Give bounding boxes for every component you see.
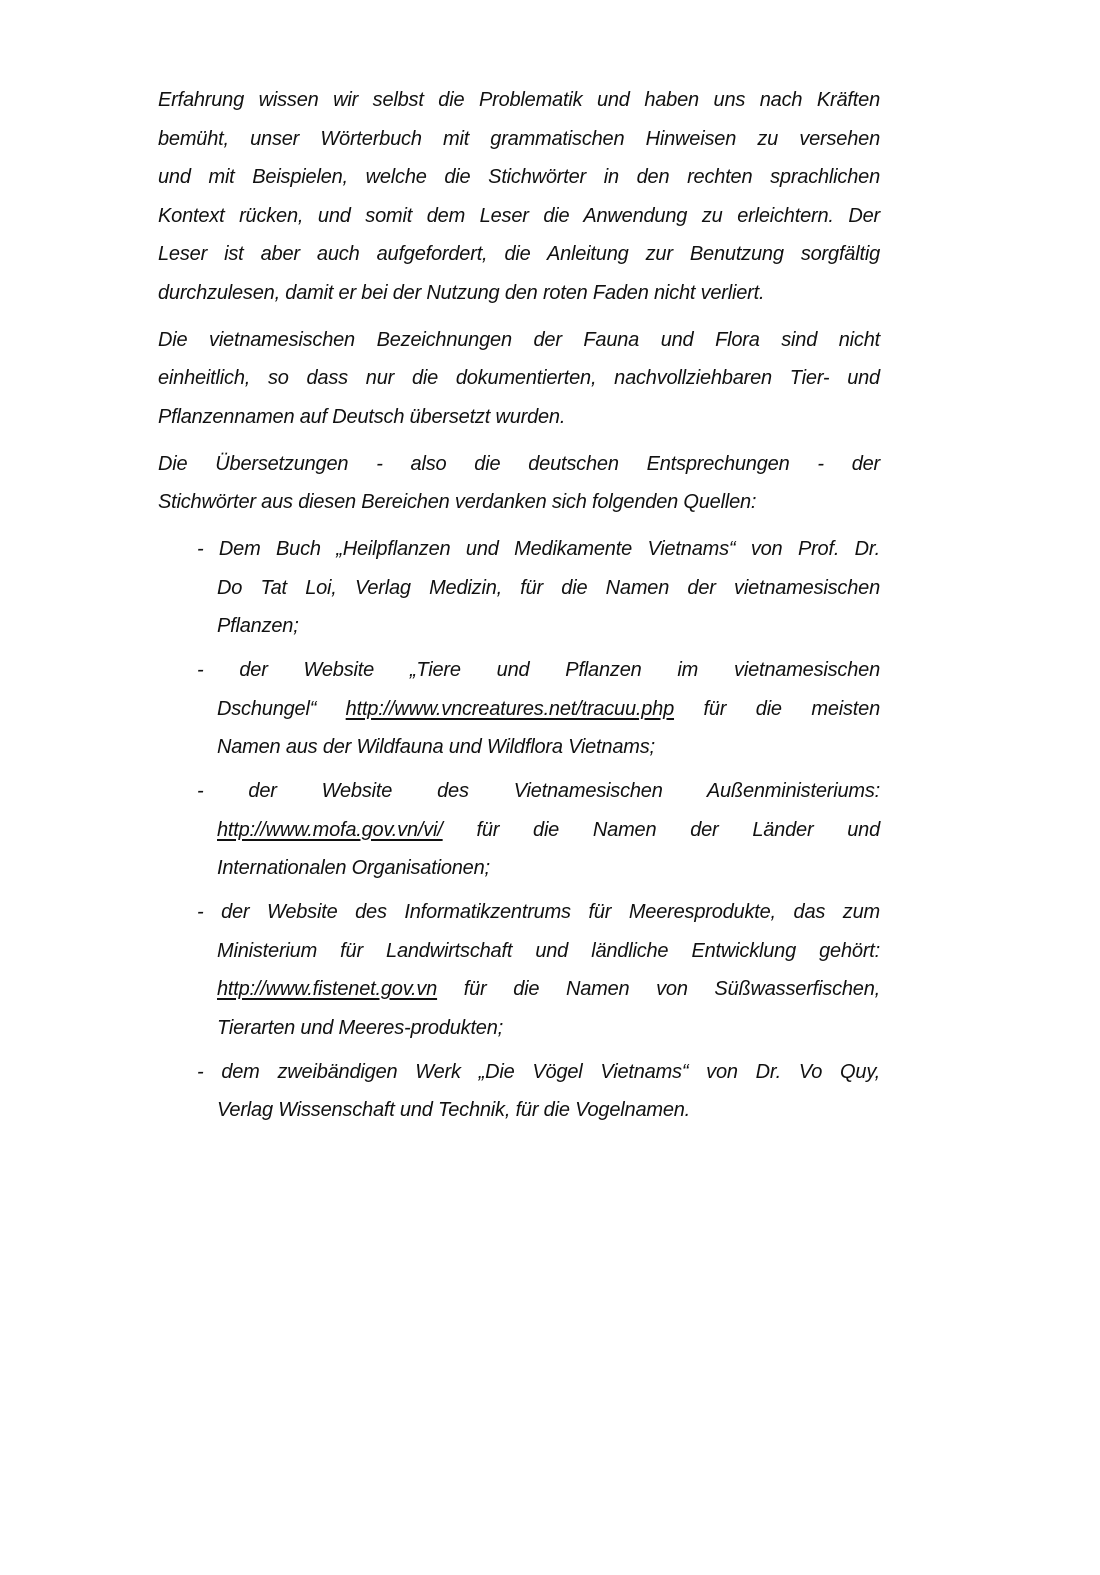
text-line xyxy=(197,651,880,690)
text-segment: bemüht, unser Wörterbuch mit grammatischen Hinweisen zu versehen xyxy=(158,127,880,150)
text-line xyxy=(197,530,880,569)
url-link[interactable]: http://www.mofa.gov.vn/vi/ xyxy=(217,818,443,841)
text-segment: für die meisten xyxy=(674,697,880,720)
text-segment: Namen aus der Wildfauna und Wildflora Vietnams; xyxy=(217,736,655,758)
text-line xyxy=(197,1053,880,1092)
text-segment: Erfahrung wissen wir selbst die Problematik und haben uns nach Kräften xyxy=(158,89,880,111)
text-segment: - dem zweibändigen Werk „Die Vögel Vietnams“ von Dr. Vo Quy, xyxy=(197,1060,880,1083)
text-segment: Pflanzen; xyxy=(217,615,299,637)
text-segment: für die Namen der Länder und xyxy=(442,818,880,841)
document-page xyxy=(158,81,880,1135)
text-segment: - Dem Buch „Heilpflanzen und Medikamente Vietnams“ von Prof. Dr. xyxy=(197,538,880,560)
text-segment: und mit Beispielen, welche die Stichwörter in den rechten sprachlichen xyxy=(158,166,880,188)
text-segment: durchzulesen, damit er bei der Nutzung den roten Faden nicht verliert. xyxy=(158,281,765,304)
text-line xyxy=(197,728,880,767)
text-line xyxy=(197,569,880,608)
text-line xyxy=(158,120,880,159)
text-line xyxy=(197,893,880,932)
text-segment: Dschungel“ xyxy=(217,697,346,720)
text-segment: Do Tat Loi, Verlag Medizin, für die Namen der vietnamesischen xyxy=(217,576,880,599)
paragraph xyxy=(158,321,880,437)
text-line xyxy=(197,1009,880,1048)
text-line xyxy=(158,158,880,197)
text-segment: - der Website „Tiere und Pflanzen im vietnamesischen xyxy=(197,659,880,681)
text-segment: Stichwörter aus diesen Bereichen verdanken sich folgenden Quellen: xyxy=(158,491,757,513)
source-list-item xyxy=(197,893,880,1047)
text-line xyxy=(197,849,880,888)
text-segment: - der Website des Vietnamesischen Außenministeriums: xyxy=(197,780,880,802)
text-line xyxy=(197,811,880,850)
text-segment: Tierarten und Meeres-produkten; xyxy=(217,1016,503,1039)
text-line xyxy=(197,772,880,811)
source-list-item xyxy=(197,530,880,646)
text-segment: Verlag Wissenschaft und Technik, für die Vogelnamen. xyxy=(217,1099,691,1121)
source-list-item xyxy=(197,651,880,767)
source-list-item xyxy=(197,772,880,888)
text-segment: Ministerium für Landwirtschaft und ländliche Entwicklung gehört: xyxy=(217,939,880,962)
text-line xyxy=(158,274,880,313)
text-line xyxy=(197,932,880,971)
text-line xyxy=(197,970,880,1009)
source-list-item xyxy=(197,1053,880,1130)
text-segment: Internationalen Organisationen; xyxy=(217,857,490,879)
text-line xyxy=(197,1091,880,1130)
url-link[interactable]: http://www.fistenet.gov.vn xyxy=(217,978,438,1000)
text-segment: Pflanzennamen auf Deutsch übersetzt wurden. xyxy=(158,405,566,428)
url-link[interactable]: http://www.vncreatures.net/tracuu.php xyxy=(345,697,675,720)
text-segment: Die Übersetzungen - also die deutschen Entsprechungen - der xyxy=(158,452,880,475)
text-line xyxy=(158,321,880,360)
text-segment: für die Namen von Süßwasserfischen, xyxy=(437,978,880,1000)
text-segment: - der Website des Informatikzentrums für Meeresprodukte, das zum xyxy=(197,901,880,923)
text-line xyxy=(158,197,880,236)
text-segment: Die vietnamesischen Bezeichnungen der Fauna und Flora sind nicht xyxy=(158,328,880,351)
text-line xyxy=(158,359,880,398)
text-line xyxy=(158,445,880,484)
text-segment: Leser ist aber auch aufgefordert, die Anleitung zur Benutzung sorgfältig xyxy=(158,243,880,265)
paragraph xyxy=(158,81,880,312)
text-line xyxy=(197,690,880,729)
text-line xyxy=(158,398,880,437)
text-line xyxy=(158,81,880,120)
text-segment: Kontext rücken, und somit dem Leser die Anwendung zu erleichtern. Der xyxy=(158,204,880,227)
paragraph xyxy=(158,445,880,522)
text-line xyxy=(158,483,880,522)
text-line xyxy=(197,607,880,646)
text-line xyxy=(158,235,880,274)
text-segment: einheitlich, so dass nur die dokumentierten, nachvollziehbaren Tier- und xyxy=(158,367,880,389)
